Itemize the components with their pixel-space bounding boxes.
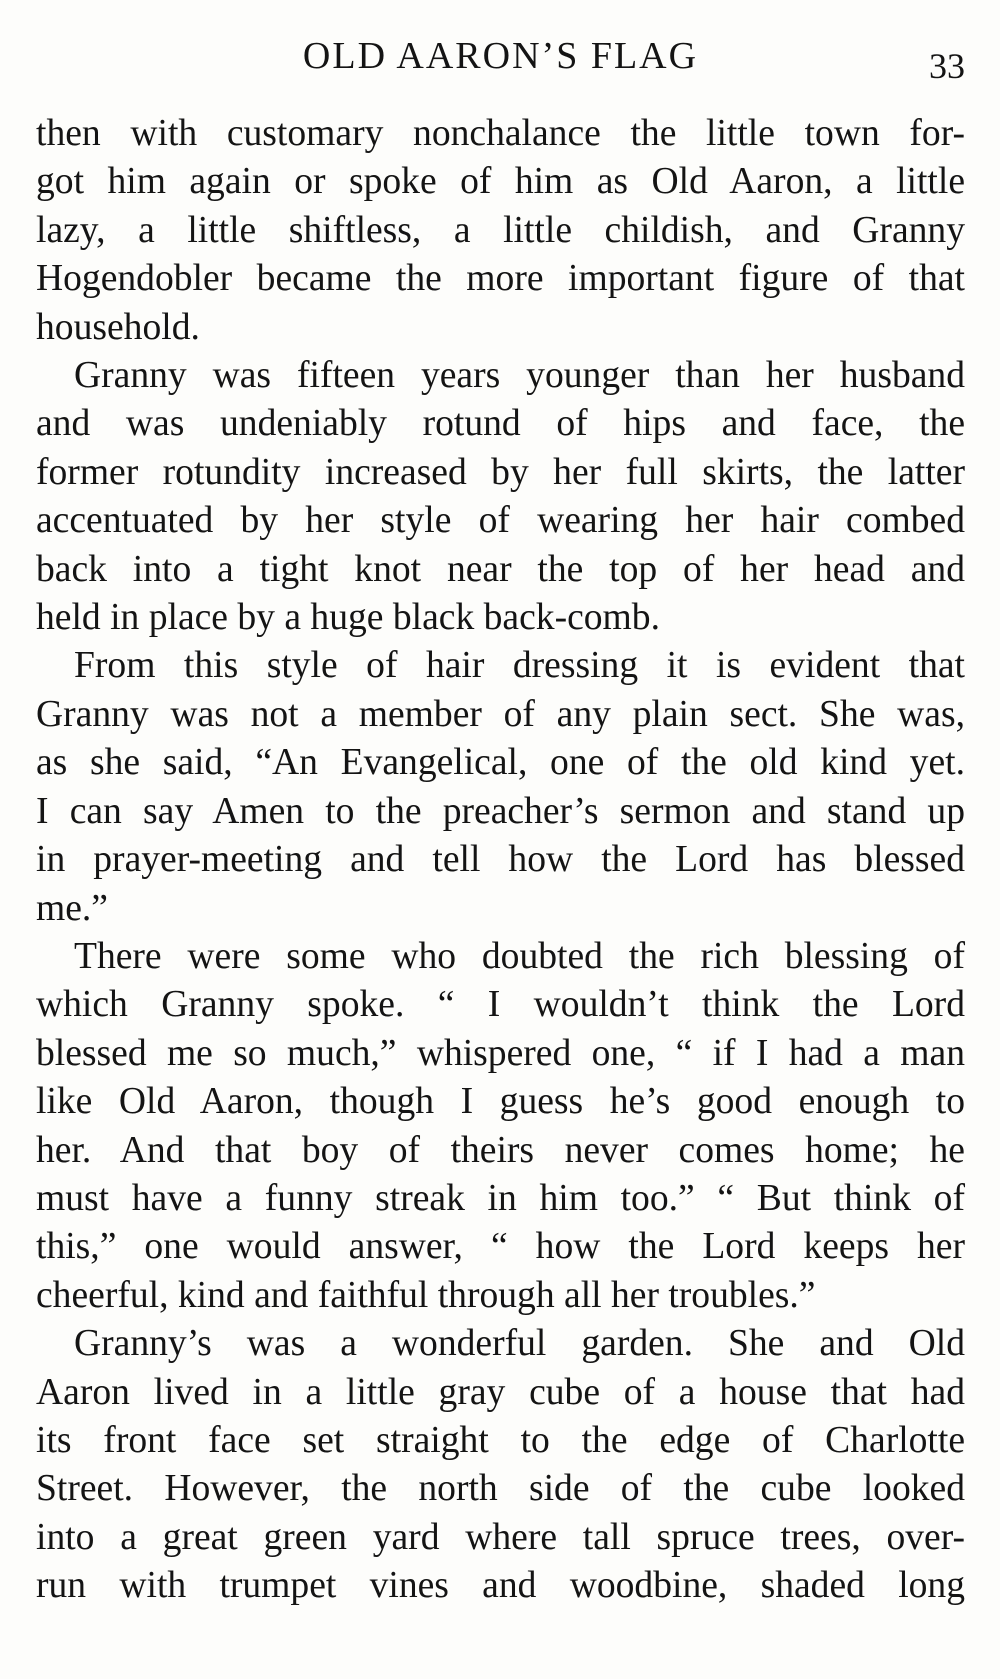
text-line: There were some who doubted the rich blessing of bbox=[74, 935, 965, 977]
text-line: in prayer-meeting and tell how the Lord has blessed bbox=[36, 839, 965, 881]
text-line: Granny was fifteen years younger than her husband bbox=[74, 355, 965, 397]
text-line: got him again or spoke of him as Old Aaron, a little bbox=[36, 161, 965, 203]
paragraph bbox=[36, 1320, 965, 1610]
text-line: household. bbox=[36, 306, 200, 348]
text-line: Granny was not a member of any plain sect. She was, bbox=[36, 693, 965, 735]
running-title: OLD AARON’S FLAG bbox=[302, 35, 699, 77]
text-line: me.” bbox=[36, 887, 108, 929]
paragraph bbox=[36, 352, 965, 642]
text-line: as she said, “An Evangelical, one of the old kind yet. bbox=[36, 742, 965, 784]
text-line: accentuated by her style of wearing her hair combed bbox=[36, 500, 965, 542]
page-number: 33 bbox=[929, 46, 965, 86]
text-line: run with trumpet vines and woodbine, shaded long bbox=[36, 1565, 965, 1607]
text-line: Street. However, the north side of the cube looked bbox=[36, 1468, 965, 1510]
text-line: into a great green yard where tall spruce trees, over- bbox=[36, 1516, 965, 1558]
text-line: blessed me so much,” whispered one, “ if I had a man bbox=[36, 1032, 965, 1074]
text-line: held in place by a huge black back-comb. bbox=[36, 597, 660, 639]
text-line: this,” one would answer, “ how the Lord keeps her bbox=[36, 1226, 965, 1268]
paragraph bbox=[36, 110, 965, 352]
text-line: her. And that boy of theirs never comes home; he bbox=[36, 1129, 965, 1171]
text-line: and was undeniably rotund of hips and face, the bbox=[36, 403, 965, 445]
text-line: Granny’s was a wonderful garden. She and Old bbox=[74, 1323, 965, 1365]
text-line: which Granny spoke. “ I wouldn’t think the Lord bbox=[36, 984, 965, 1026]
text-line: I can say Amen to the preacher’s sermon and stand up bbox=[36, 790, 965, 832]
text-line: Aaron lived in a little gray cube of a house that had bbox=[36, 1371, 965, 1413]
paragraph bbox=[36, 933, 965, 1320]
text-line: back into a tight knot near the top of her head and bbox=[36, 548, 965, 590]
text-line: then with customary nonchalance the little town for- bbox=[36, 113, 965, 154]
text-line: lazy, a little shiftless, a little childish, and Granny bbox=[36, 209, 965, 251]
running-head bbox=[36, 26, 965, 86]
paragraph bbox=[36, 642, 965, 932]
text-line: must have a funny streak in him too.” “ But think of bbox=[36, 1177, 965, 1219]
text-line: cheerful, kind and faithful through all her troubles.” bbox=[36, 1274, 816, 1316]
text-line: its front face set straight to the edge of Charlotte bbox=[36, 1419, 965, 1461]
body-text bbox=[36, 110, 965, 1611]
text-line: From this style of hair dressing it is evident that bbox=[74, 645, 965, 687]
text-line: former rotundity increased by her full skirts, the latter bbox=[36, 451, 965, 493]
text-line: like Old Aaron, though I guess he’s good enough to bbox=[36, 1081, 965, 1123]
text-line: Hogendobler became the more important figure of that bbox=[36, 258, 965, 300]
